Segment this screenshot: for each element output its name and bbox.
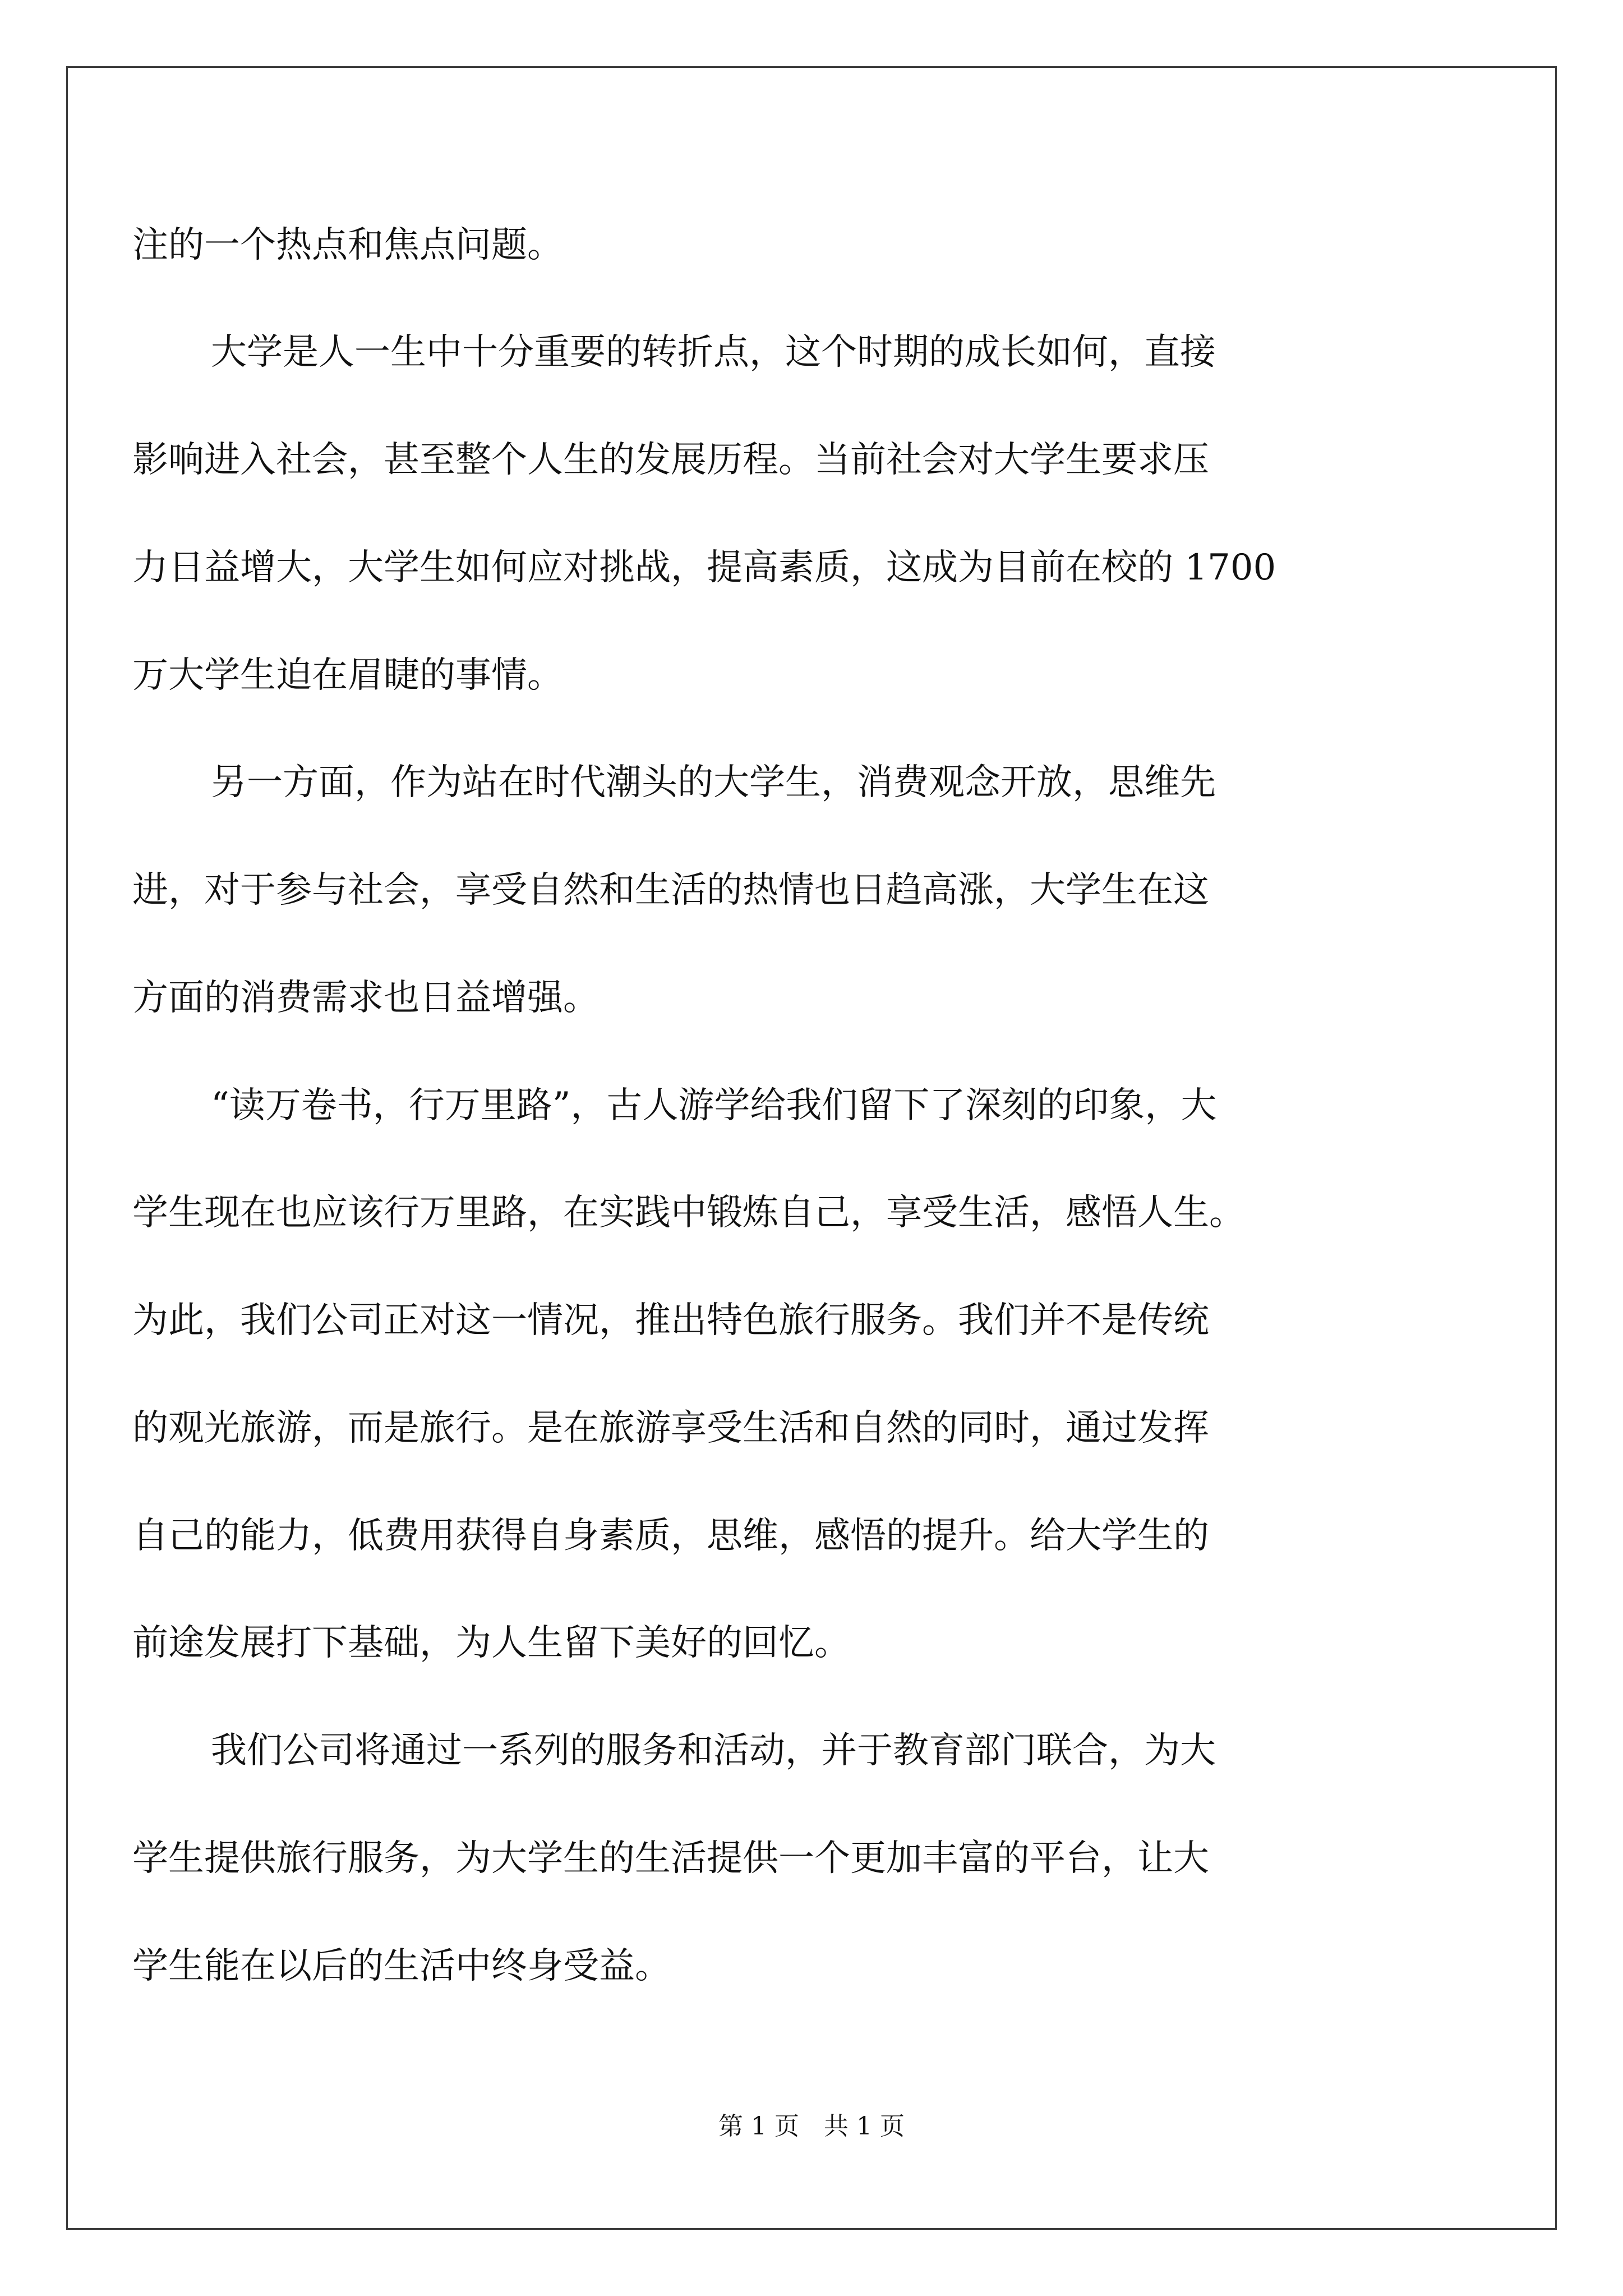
- text-line: 自己的能力，低费用获得自身素质，思维，感悟的提升。给大学生的: [132, 1515, 1209, 1557]
- text-line: 学生能在以后的生活中终身受益。: [132, 1945, 671, 1987]
- paragraph-first-line: “读万卷书，行万里路”，古人游学给我们留下了深刻的印象，大: [211, 1085, 1217, 1126]
- text-line: 力日益增大，大学生如何应对挑战，提高素质，这成为目前在校的 1700: [132, 547, 1276, 588]
- text-line: 为此，我们公司正对这一情况，推出特色旅行服务。我们并不是传统: [132, 1300, 1209, 1341]
- paragraph-first-line: 我们公司将通过一系列的服务和活动，并于教育部门联合，为大: [211, 1730, 1216, 1772]
- page-number-footer: 第 1 页 共 1 页: [718, 2112, 905, 2141]
- text-line: 的观光旅游，而是旅行。是在旅游享受生活和自然的同时，通过发挥: [132, 1407, 1209, 1449]
- text-line: 方面的消费需求也日益增强。: [132, 977, 599, 1019]
- text-line: 注的一个热点和焦点问题。: [132, 224, 563, 266]
- text-line: 学生提供旅行服务，为大学生的生活提供一个更加丰富的平台，让大: [132, 1838, 1209, 1879]
- text-line: 进，对于参与社会，享受自然和生活的热情也日趋高涨，大学生在这: [132, 869, 1209, 911]
- paragraph-first-line: 另一方面，作为站在时代潮头的大学生，消费观念开放，思维先: [211, 762, 1216, 803]
- text-line: 前途发展打下基础，为人生留下美好的回忆。: [132, 1622, 850, 1664]
- paragraph-first-line: 大学是人一生中十分重要的转折点，这个时期的成长如何，直接: [211, 332, 1216, 373]
- text-line: 影响进入社会，甚至整个人生的发展历程。当前社会对大学生要求压: [132, 439, 1209, 481]
- text-line: 学生现在也应该行万里路，在实践中锻炼自己，享受生活，感悟人生。: [132, 1192, 1245, 1234]
- text-line: 万大学生迫在眉睫的事情。: [132, 655, 563, 696]
- page-border: [66, 66, 1557, 2230]
